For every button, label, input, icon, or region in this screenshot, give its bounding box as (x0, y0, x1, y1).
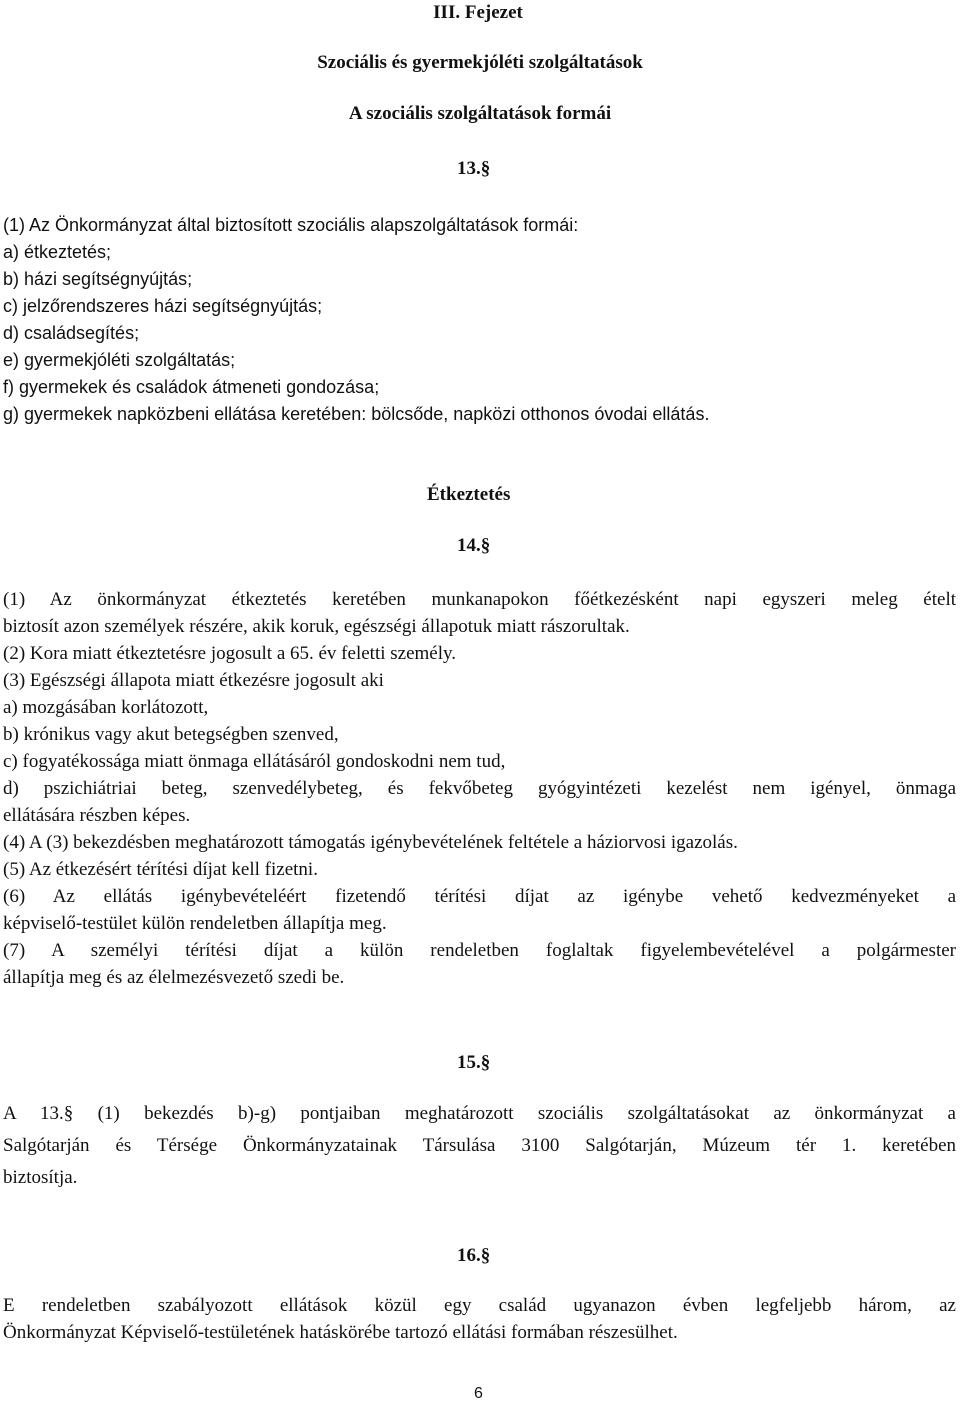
paragraph-14-line: (1) Az önkormányzat étkeztetés keretében munkanapokon főétkezésként napi egyszeri meleg ételt (3, 589, 956, 610)
paragraph-14-line: (4) A (3) bekezdésben meghatározott támogatás igénybevételének feltétele a háziorvosi igazolás. (3, 832, 738, 853)
paragraph-14-line: állapítja meg és az élelmezésvezető szedi be. (3, 967, 345, 988)
paragraph-14-line: ellátására részben képes. (3, 805, 191, 826)
paragraph-15-line: Salgótarján és Térsége Önkormányzatainak Társulása 3100 Salgótarján, Múzeum tér 1. keretében (3, 1135, 956, 1156)
paragraph-15-line: A 13.§ (1) bekezdés b)-g) pontjaiban meghatározott szociális szolgáltatásokat az önkormányzat a (3, 1103, 956, 1124)
paragraph-15-line: biztosítja. (3, 1167, 78, 1188)
paragraph-14-heading: 14.§ (457, 535, 491, 556)
section-title: A szociális szolgáltatások formái (348, 103, 612, 124)
paragraph-14-line: (2) Kora miatt étkeztetésre jogosult a 65. év feletti személy. (3, 643, 457, 664)
list-item: c) jelzőrendszeres házi segítségnyújtás; (3, 296, 323, 316)
paragraph-15-heading: 15.§ (457, 1052, 491, 1073)
chapter-title: III. Fejezet (433, 2, 523, 23)
list-item: b) házi segítségnyújtás; (3, 269, 193, 289)
list-item: e) gyermekjóléti szolgáltatás; (3, 350, 236, 370)
paragraph-16-line: E rendeletben szabályozott ellátások közül egy család ugyanazon évben legfeljebb három, az (3, 1295, 956, 1316)
list-item: g) gyermekek napközbeni ellátása keretében: bölcsőde, napközi otthonos óvodai ellátás. (3, 404, 710, 424)
paragraph-14-line: d) pszichiátriai beteg, szenvedélybeteg, és fekvőbeteg gyógyintézeti kezelést nem igényel, önmaga (3, 778, 956, 799)
paragraph-14-line: képviselő-testület külön rendeletben állapítja meg. (3, 913, 387, 934)
paragraph-14-line: a) mozgásában korlátozott, (3, 697, 209, 718)
paragraph-14-line: (7) A személyi térítési díjat a külön rendeletben foglaltak figyelembevételével a polgármester (3, 940, 956, 961)
paragraph-14-line: (3) Egészségi állapota miatt étkezésre jogosult aki (3, 670, 384, 691)
paragraph-14-line: (5) Az étkezésért térítési díjat kell fizetni. (3, 859, 318, 880)
paragraph-14-line: b) krónikus vagy akut betegségben szenved, (3, 724, 339, 745)
paragraph-16-line: Önkormányzat Képviselő-testületének hatáskörébe tartozó ellátási formában részesülhet. (3, 1322, 678, 1343)
paragraph-13-heading: 13.§ (457, 158, 491, 179)
paragraph-16-heading: 16.§ (457, 1245, 491, 1266)
list-item: f) gyermekek és családok átmeneti gondozása; (3, 377, 380, 397)
page-number: 6 (474, 1385, 483, 1402)
list-item: a) étkeztetés; (3, 242, 112, 262)
paragraph-13-intro: (1) Az Önkormányzat által biztosított szociális alapszolgáltatások formái: (3, 215, 579, 235)
paragraph-14-line: (6) Az ellátás igénybevételéért fizetendő térítési díjat az igénybe vehető kedvezményeket a (3, 886, 956, 907)
paragraph-14-line: biztosít azon személyek részére, akik koruk, egészségi állapotuk miatt rászorultak. (3, 616, 630, 637)
chapter-subtitle: Szociális és gyermekjóléti szolgáltatások (317, 52, 643, 73)
etkeztetes-heading: Étkeztetés (427, 484, 511, 505)
paragraph-14-line: c) fogyatékossága miatt önmaga ellátásáról gondoskodni nem tud, (3, 751, 506, 772)
list-item: d) családsegítés; (3, 323, 140, 343)
